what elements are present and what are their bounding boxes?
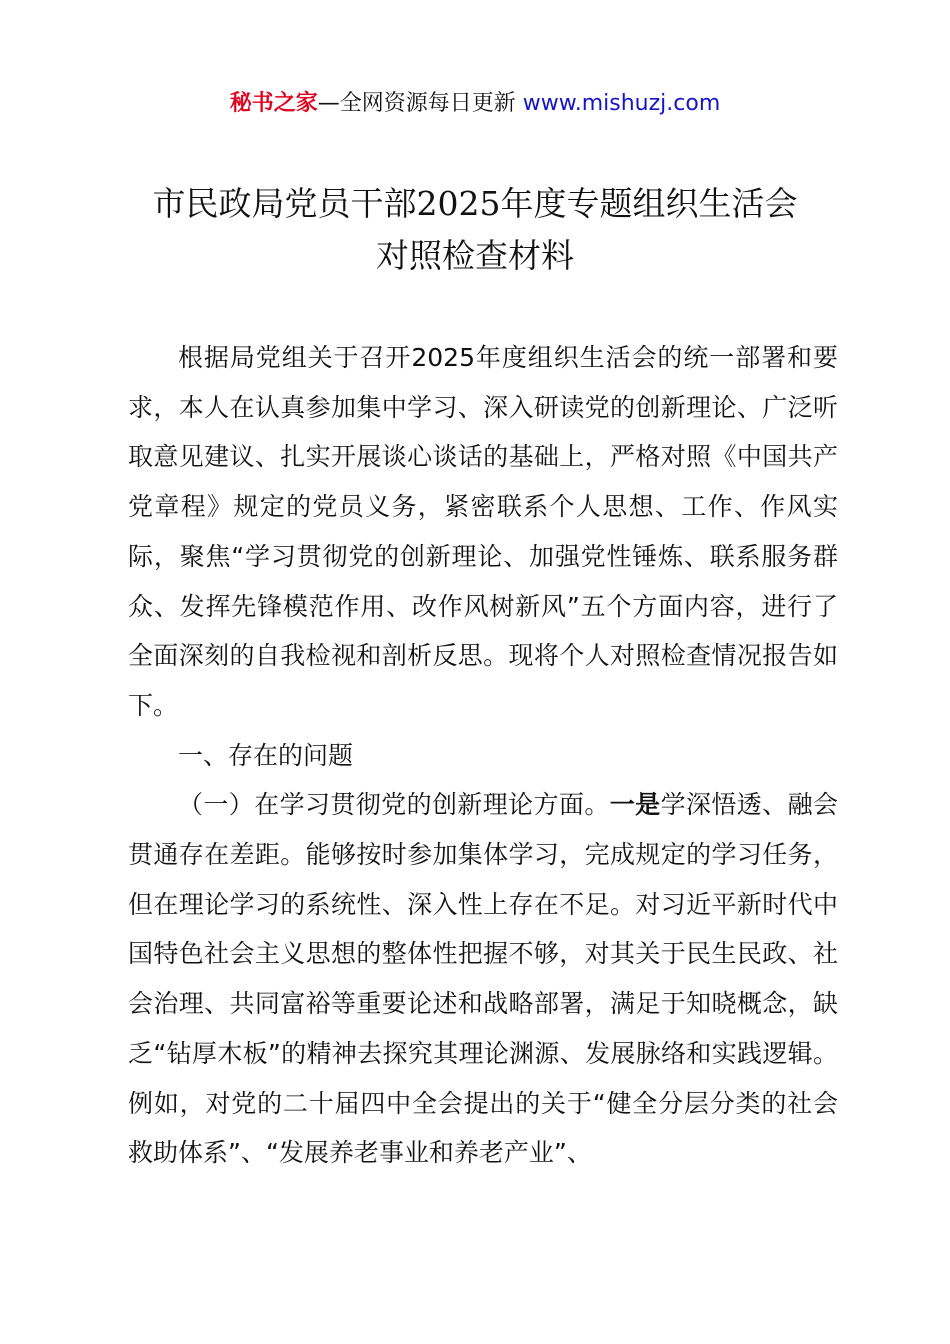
brand-name: 秘书之家 [229,91,318,116]
section-heading: 一、存在的问题 [178,740,354,770]
point-text: 学深悟透、融会贯通存在差距。能够按时参加集体学习，完成规定的学习任务，但在理论学习的系统性、深入性上存在不足。对习近平新时代中国特色社会主义思想的整体性把握不够，对其关于民生民政、社会治理、共同富裕等重要论述和战略部署，满足于知晓概念，缺乏“钻厚木板”的精神去探究其理论渊源、发展脉络和实践逻辑。例如，对党的二十届四中全会提出的关于“健全分层分类的社会救助体系”、“发展养老事业和养老产业”、 [128,790,838,1168]
subsection-paragraph [128,780,838,1178]
title-line-1: 市民政局党员干部2025年度专题组织生活会 [152,184,798,223]
document-title [0,178,950,282]
subsection-prefix: （一）在学习贯彻党的创新理论方面。 [178,790,610,820]
intro-paragraph: 根据局党组关于召开2025年度组织生活会的统一部署和要求，本人在认真参加集中学习、深入研读党的创新理论、广泛听取意见建议、扎实开展谈心谈话的基础上，严格对照《中国共产党章程》规定的党员义务，紧密联系个人思想、工作、作风实际，聚焦“学习贯彻党的创新理论、加强党性锤炼、联系服务群众、发挥先锋模范作用、改作风树新风”五个方面内容，进行了全面深刻的自我检视和剖析反思。现将个人对照检查情况报告如下。 [128,343,838,720]
site-header [0,84,950,124]
site-slogan: —全网资源每日更新 [317,91,523,116]
title-line-2: 对照检查材料 [376,236,574,275]
point-label: 一是 [609,790,661,820]
site-url-link[interactable]: www.mishuzj.com [522,91,721,116]
document-body [128,333,838,1178]
